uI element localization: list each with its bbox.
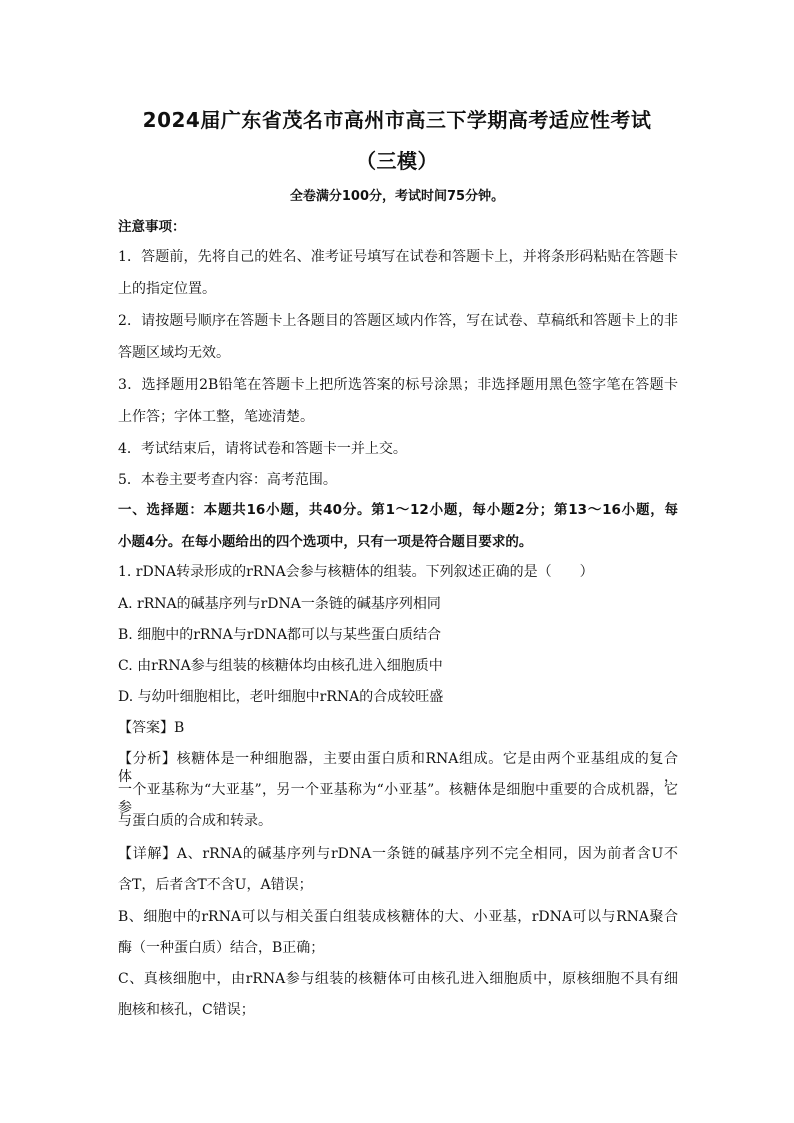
exam-subtitle: 全卷满分100分，考试时间75分钟。 [289, 189, 505, 204]
question-option: C. 由rRNA参与组装的核糖体均由核孔进入细胞质中 [118, 658, 443, 674]
notice-line: 2．请按题号顺序在答题卡上各题目的答题区域内作答，写在试卷、草稿纸和答题卡上的非 [118, 313, 678, 329]
question-option: B. 细胞中的rRNA与rDNA都可以与某些蛋白质结合 [118, 627, 442, 643]
detail-line: 含T，后者含T不含U，A错误； [118, 877, 313, 893]
section-heading-cont: 小题4分。在每小题给出的四个选项中，只有一项是符合题目要求的。 [118, 534, 533, 550]
notice-line: 上的指定位置。 [118, 281, 216, 297]
question-stem: 1. rDNA转录形成的rRNA会参与核糖体的组装。下列叙述正确的是（ ） [118, 564, 594, 580]
question-option: D. 与幼叶细胞相比，老叶细胞中rRNA的合成较旺盛 [118, 689, 444, 705]
detail-line: 胞核和核孔，C错误； [118, 1002, 255, 1018]
detail-line: B、细胞中的rRNA可以与相关蛋白组装成核糖体的大、小亚基，rDNA可以与RNA聚合 [118, 909, 678, 925]
analysis-line: 一个亚基称为“大亚基”，另一个亚基称为“小亚基”。核糖体是细胞中重要的合成机器，它参 [118, 782, 678, 816]
exam-title: 2024届广东省茂名市高州市高三下学期高考适应性考试 [142, 108, 652, 132]
notice-line: 1．答题前，先将自己的姓名、准考证号填写在试卷和答题卡上，并将条形码粘贴在答题卡 [118, 249, 678, 265]
notice-line: 上作答；字体工整，笔迹清楚。 [118, 409, 314, 425]
analysis-line: 与蛋白质的合成和转录。 [118, 813, 272, 829]
detail-line: 酶（一种蛋白质）结合，B正确； [118, 940, 325, 956]
answer-line: 【答案】B [118, 720, 185, 736]
exam-title-suffix: （三模） [356, 149, 438, 173]
detail-line: 【详解】A、rRNA的碱基序列与rDNA一条链的碱基序列不完全相同，因为前者含U不 [118, 846, 678, 862]
detail-line: C、真核细胞中，由rRNA参与组装的核糖体可由核孔进入细胞质中，原核细胞不具有细 [118, 971, 678, 987]
section-heading: 一、选择题：本题共16小题，共40分。第1～12小题，每小题2分；第13～16小题，每 [118, 502, 678, 518]
notice-line: 答题区域均无效。 [118, 345, 230, 361]
notice-heading: 注意事项： [118, 219, 186, 235]
question-option: A. rRNA的碱基序列与rDNA一条链的碱基序列相同 [118, 596, 441, 612]
analysis-line: 【分析】核糖体是一种细胞器，主要由蛋白质和RNA组成。它是由两个亚基组成的复合体， [118, 751, 678, 785]
notice-line: 4．考试结束后，请将试卷和答题卡一并上交。 [118, 441, 407, 457]
notice-line: 5．本卷主要考查内容：高考范围。 [118, 472, 337, 488]
notice-line: 3．选择题用2B铅笔在答题卡上把所选答案的标号涂黑；非选择题用黑色签字笔在答题卡 [118, 377, 678, 393]
